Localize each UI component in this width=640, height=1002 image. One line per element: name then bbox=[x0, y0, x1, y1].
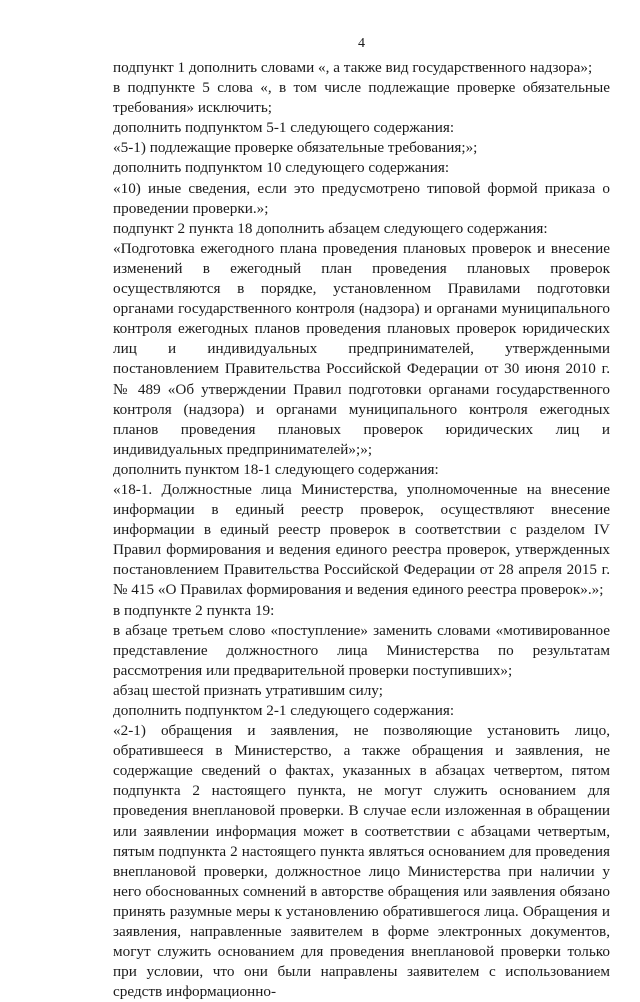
paragraph-2: в подпункте 5 слова «, в том числе подлежащие проверке обязательные требования» исключить; bbox=[113, 79, 610, 117]
paragraph-4: «5-1) подлежащие проверке обязательные требования;»; bbox=[113, 139, 478, 157]
paragraph-8: «Подготовка ежегодного плана проведения плановых проверок и внесение изменений в ежегодный план проведения плановых проверок осуществляются в порядке, установленном Правилами подготовки органами государственного контроля (надзора) и органами муниципального контроля ежегодных планов проведения плановых проверок юридических лиц и индивидуальных предпринимателей, утвержденными постановлением Правительства Российской Федерации от 30 июня 2010 г. № 489 «Об утверждении Правил подготовки органами государственного контроля (надзора) и органами муниципального контроля ежегодных планов проведения плановых проверок юридических лиц и индивидуальных предпринимателей»;»; bbox=[113, 239, 610, 458]
paragraph-1: подпункт 1 дополнить словами «, а также вид государственного надзора»; bbox=[113, 59, 593, 76]
paragraph-14: дополнить подпунктом 2-1 следующего содержания: bbox=[113, 702, 455, 719]
paragraph-9: дополнить пунктом 18-1 следующего содержания: bbox=[113, 460, 439, 478]
paragraph-15: «2-1) обращения и заявления, не позволяющие установить лицо, обратившееся в Министерство, а также обращения и заявления, не содержащие сведений о фактах, указанных в абзацах четвертом, пятом подпункта 2 настоящего пункта, не могут служить основанием для проведения внеплановой проверки. В случае если изложенная в обращении или заявлении информация может в соответствии с абзацами четвертым, пятым подпункта 2 настоящего пункта являться основанием для проведения внеплановой проверки, должностное лицо Министерства при наличии у него обоснованных сомнений в авторстве обращения или заявления обязано принять разумные меры к установлению обратившегося лица. Обращения и заявления, направленные заявителем в форме электронных документов, могут служить основанием для проведения внеплановой проверки только при условии, что они были направлены заявителем с использованием средств информационно- bbox=[113, 722, 610, 1001]
paragraph-10: «18-1. Должностные лица Министерства, уполномоченные на внесение информации в единый реестр проверок, осуществляют внесение информации в единый реестр проверок в соответствии с разделом IV Правил формирования и ведения единого реестра проверок, утвержденных постановлением Правительства Российской Федерации от 28 апреля 2015 г. № 415 «О Правилах формирования и ведения единого реестра проверок».»; bbox=[113, 480, 610, 599]
paragraph-12: в абзаце третьем слово «поступление» заменить словами «мотивированное представление должностного лица Министерства по результатам рассмотрения или предварительной проверки поступивших»; bbox=[113, 621, 610, 679]
paragraph-5: дополнить подпунктом 10 следующего содержания: bbox=[113, 159, 450, 177]
page-number: 4 bbox=[358, 36, 365, 51]
paragraph-6: «10) иные сведения, если это предусмотрено типовой формой приказа о проведении проверки.»; bbox=[113, 179, 610, 217]
paragraph-11: в подпункте 2 пункта 19: bbox=[113, 601, 275, 619]
paragraph-7: подпункт 2 пункта 18 дополнить абзацем следующего содержания: bbox=[113, 219, 548, 237]
paragraph-13: абзац шестой признать утратившим силу; bbox=[113, 681, 383, 699]
paragraph-3: дополнить подпунктом 5-1 следующего содержания: bbox=[113, 119, 455, 137]
